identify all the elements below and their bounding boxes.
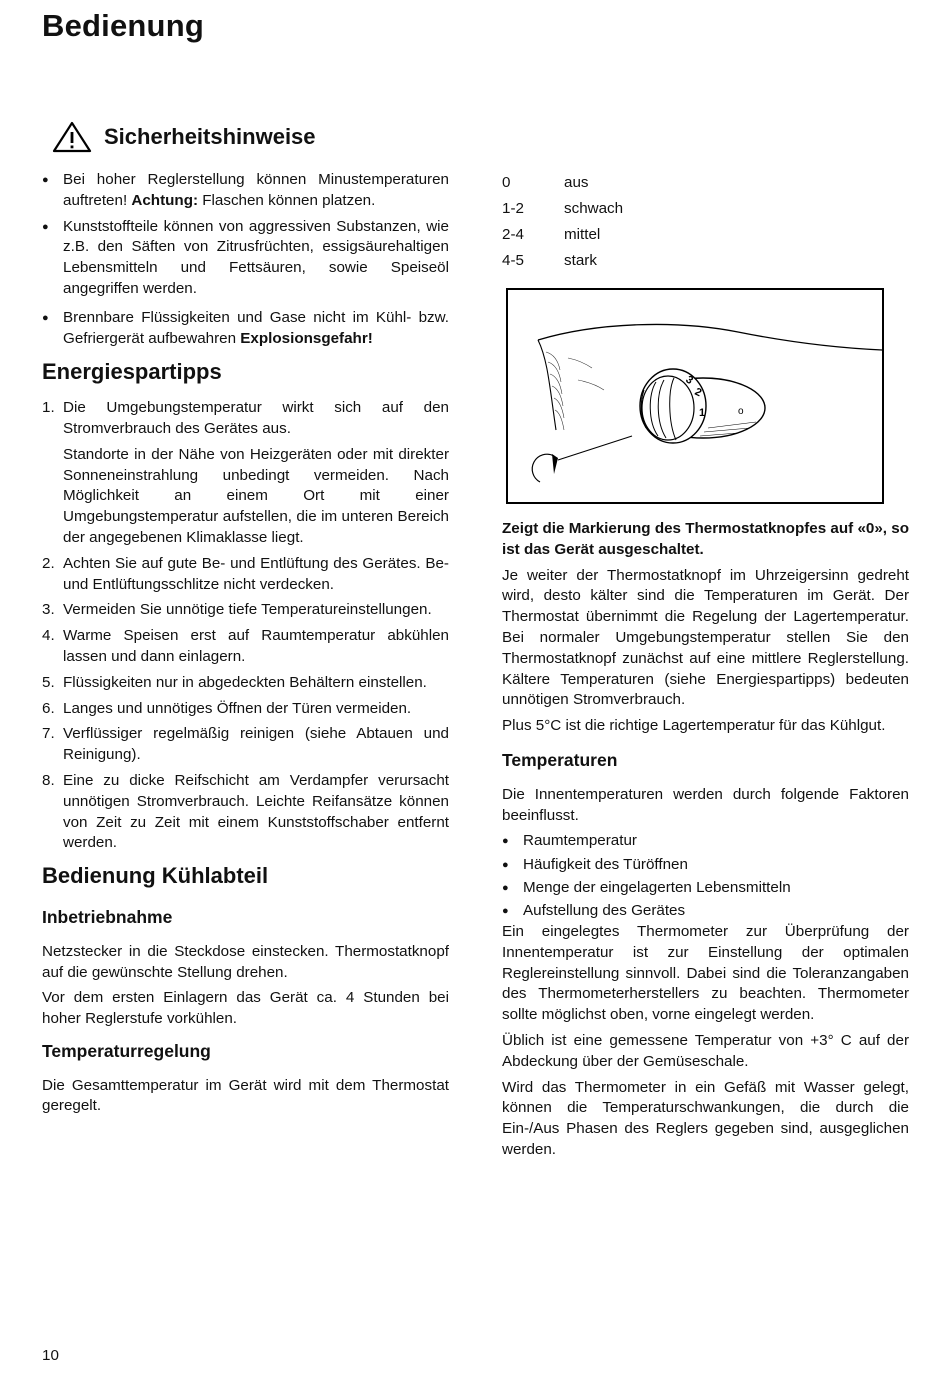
energy-item: 2. Achten Sie auf gute Be- und Entlüftung des Gerätes. Be- und Entlüftungsschlitze nicht verdecken. bbox=[42, 554, 449, 593]
safety-item: ● Kunststoffteile können von aggressiven Substanzen, wie z.B. den Säften von Zitrusfrüchten, essigsäurehaltigen Lebensmitteln und Fettsäuren, sowie Speiseöl angegriffen werden. bbox=[42, 217, 449, 300]
energy-item: 4. Warme Speisen erst auf Raumtemperatur abkühlen lassen und dann einlagern. bbox=[42, 627, 449, 665]
energy-heading: Energiespartipps bbox=[42, 359, 222, 385]
off-mark: o bbox=[738, 406, 744, 417]
regulation-paragraph: Die Gesamttemperatur im Gerät wird mit dem Thermostat geregelt. bbox=[42, 1076, 449, 1115]
start-paragraph-1: Netzstecker in die Steckdose einstecken. Thermostatknopf auf die gewünschte Stellung drehen. bbox=[42, 942, 449, 981]
storage-temp-paragraph: Plus 5°C ist die richtige Lagertemperatur für das Kühlgut. bbox=[502, 717, 886, 735]
dial-label: 3 bbox=[683, 373, 696, 387]
safety-heading-row bbox=[52, 121, 316, 153]
thermostat-paragraph: Je weiter der Thermostatknopf im Uhrzeigersinn gedreht wird, desto kälter sind die Temperaturen im Gerät. Der Thermostat übernimmt die Regelung der Lagertemperatur. Bei normaler Umgebungstemperatur stellen Sie den Thermostatknopf zunächst auf eine mittlere Reglerstellung. Kältere Temperaturen (siehe Energiespartipps) bedeuten unnötigen Stromverbrauch. bbox=[502, 566, 909, 709]
factor-item: ● Häufigkeit des Türöffnen bbox=[502, 855, 909, 876]
energy-item: 7. Verflüssiger regelmäßig reinigen (siehe Abtauen und Reinigung). bbox=[42, 725, 449, 764]
start-paragraph-2: Vor dem ersten Einlagern das Gerät ca. 4 Stunden bei hoher Reglerstufe vorkühlen. bbox=[42, 989, 449, 1028]
energy-item: 6. Langes und unnötiges Öffnen der Türen vermeiden. bbox=[42, 699, 412, 717]
scale-row: 4-5 stark bbox=[502, 252, 597, 269]
thermostat-drawing bbox=[508, 290, 882, 502]
water-paragraph: Wird das Thermometer in ein Gefäß mit Wasser gelegt, können die Temperaturschwankungen, die durch die Ein-/Aus Phasen des Reglers gegeben sind, ausgeglichen werden. bbox=[502, 1078, 909, 1159]
page-title: Bedienung bbox=[42, 8, 204, 43]
warning-triangle-icon bbox=[52, 121, 92, 153]
factor-item: ● Menge der eingelagerten Lebensmitteln bbox=[502, 878, 909, 899]
factors-list bbox=[502, 831, 909, 922]
factor-item: ● Aufstellung des Gerätes bbox=[502, 901, 909, 922]
temperatures-intro: Die Innentemperaturen werden durch folgende Faktoren beeinflusst. bbox=[502, 785, 909, 824]
scale-row: 0 aus bbox=[502, 174, 589, 191]
temperatures-heading: Temperaturen bbox=[502, 749, 618, 770]
left-column bbox=[42, 170, 449, 1122]
regulation-heading: Temperaturregelung bbox=[42, 1040, 211, 1061]
safety-item: ● Brennbare Flüssigkeiten und Gase nicht im Kühl- bzw. Gefriergerät aufbewahren Explosionsgefahr! bbox=[42, 308, 449, 350]
energy-item: 8. Eine zu dicke Reifschicht am Verdampfer verursacht unnötigen Stromverbrauch. Leichte Reifansätze können von Zeit zu Zeit mit einem Kunststoffschaber entfernt werden. bbox=[42, 771, 449, 852]
dial-label: 2 bbox=[692, 385, 704, 400]
page-number: 10 bbox=[42, 1347, 59, 1364]
fridge-heading: Bedienung Kühlabteil bbox=[42, 863, 269, 889]
factor-item: ● Raumtemperatur bbox=[502, 831, 909, 852]
dial-label: 1 bbox=[699, 407, 706, 419]
thermometer-paragraph: Ein eingelegtes Thermometer zur Überprüfung der Innentemperatur ist zur Einstellung der optimalen Reglereinstellung sinnvoll. Dabei sind die Toleranzangaben des Thermometerherstellers zu beachten. Thermometer sollte möglichst oben, vorne eingelegt werden. bbox=[502, 923, 909, 1024]
off-state-note: Zeigt die Markierung des Thermostatknopfes auf «0», so ist das Gerät ausgeschaltet. bbox=[502, 520, 909, 558]
safety-item: ● Bei hoher Reglerstellung können Minustemperaturen auftreten! Achtung: Flaschen können platzen. bbox=[42, 170, 449, 212]
right-column bbox=[502, 519, 909, 1166]
thermostat-scale bbox=[502, 173, 623, 277]
energy-item: 5. Flüssigkeiten nur in abgedeckten Behältern einstellen. bbox=[42, 673, 427, 691]
safety-heading: Sicherheitshinweise bbox=[104, 124, 316, 149]
energy-item: 1. Die Umgebungstemperatur wirkt sich auf den Stromverbrauch des Gerätes aus. Standorte in der Nähe von Heizgeräten oder mit direkter Sonneneinstrahlung unbedingt vermeiden. Nach Möglichkeit an einem Ort mit einer Umgebungstemperatur aufstellen, die im unteren Bereich der angegebenen Klimaklasse liegt. bbox=[42, 399, 449, 546]
safety-list bbox=[42, 170, 449, 349]
scale-row: 2-4 mittel bbox=[502, 226, 601, 243]
scale-row: 1-2 schwach bbox=[502, 200, 624, 217]
thermostat-illustration bbox=[506, 288, 884, 504]
energy-item: 3. Vermeiden Sie unnötige tiefe Temperatureinstellungen. bbox=[42, 601, 432, 619]
start-heading: Inbetriebnahme bbox=[42, 906, 173, 927]
measured-temp-paragraph: Üblich ist eine gemessene Temperatur von +3° C auf der Abdeckung über der Gemüseschale. bbox=[502, 1032, 909, 1070]
energy-list bbox=[42, 398, 449, 854]
